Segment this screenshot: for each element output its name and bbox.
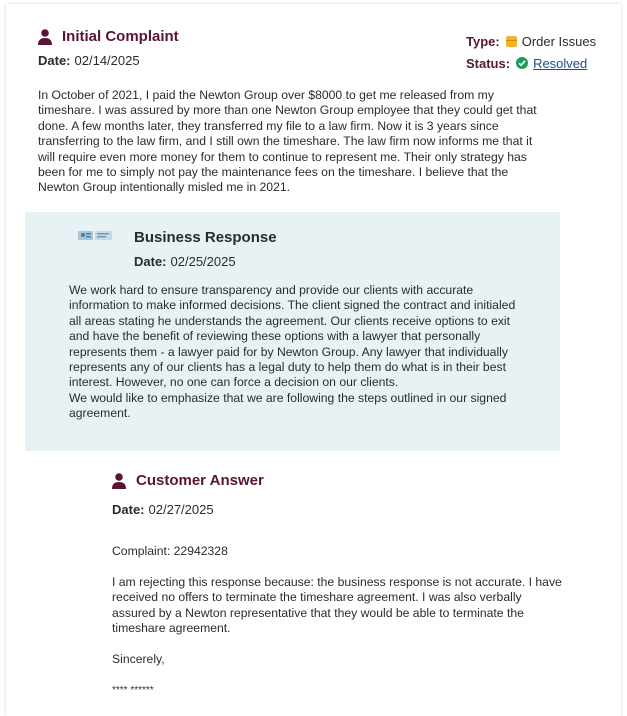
response-date-label: Date: bbox=[134, 254, 167, 269]
answer-closing: Sincerely, bbox=[112, 651, 165, 666]
package-icon bbox=[506, 36, 517, 47]
type-row bbox=[466, 30, 596, 52]
complaint-meta bbox=[466, 30, 596, 74]
business-response-panel bbox=[25, 212, 560, 451]
customer-answer-text bbox=[112, 544, 562, 713]
person-icon bbox=[112, 473, 126, 489]
complaint-date bbox=[38, 53, 140, 68]
response-date-value: 02/25/2025 bbox=[170, 254, 236, 269]
customer-answer-date bbox=[112, 502, 214, 517]
customer-answer-title: Customer Answer bbox=[136, 472, 264, 489]
business-response-text bbox=[69, 283, 529, 422]
answer-date-value: 02/27/2025 bbox=[148, 502, 214, 517]
status-row bbox=[466, 52, 596, 74]
answer-complaint-number: Complaint: 22942328 bbox=[112, 544, 228, 558]
complaint-header bbox=[38, 28, 179, 45]
status-label: Status: bbox=[466, 55, 511, 71]
complaint-date-value: 02/14/2025 bbox=[74, 53, 140, 68]
customer-answer-header bbox=[112, 472, 264, 489]
business-response-date bbox=[134, 254, 236, 269]
check-circle-icon bbox=[516, 57, 528, 69]
complaint-title: Initial Complaint bbox=[62, 28, 179, 45]
business-logo-icon bbox=[78, 229, 112, 243]
answer-body: I am rejecting this response because: the business response is not accurate. I have received no offers to terminate the timeshare agreement. I was also verbally assured by a Newton representative that they would be able to terminate the timeshare agreement. bbox=[112, 574, 562, 636]
type-value: Order Issues bbox=[521, 33, 597, 49]
status-resolved-link[interactable]: Resolved bbox=[533, 55, 588, 71]
type-label: Type: bbox=[466, 33, 500, 49]
answer-signature: **** ****** bbox=[112, 684, 154, 696]
business-response-title: Business Response bbox=[134, 229, 277, 246]
response-paragraph-1: We work hard to ensure transparency and provide our clients with accurate information to make informed decisions. The client signed the contract and initialed all areas stating he understands the agreement. Our clients receive options to exit and have the benefit of reviewing these options with a lawyer that personally represents them - a lawyer paid for by Newton Group. Any lawyer that individually represents any of our clients has a legal duty to help them do what is in their best interest. However, no one can force a decision on our clients. bbox=[69, 283, 516, 390]
answer-date-label: Date: bbox=[112, 502, 145, 517]
response-paragraph-2: We would like to emphasize that we are following the steps outlined in our signed agreement. bbox=[69, 390, 507, 421]
complaint-date-label: Date: bbox=[38, 53, 71, 68]
complaint-text: In October of 2021, I paid the Newton Group over $8000 to get me released from my timeshare. I was assured by more than one Newton Group employee that they could get that done. A few months later, they transferred my file to a law firm. Now it is 3 years since transferring to the law firm, and I still own the timeshare. The law firm now informs me that it will require even more money for them to continue to represent me. Their only strategy has been for me to simply not pay the maintenance fees on the timeshare. I believe that the Newton Group intentionally misled me in 2021. bbox=[38, 88, 537, 195]
person-icon bbox=[38, 29, 52, 45]
